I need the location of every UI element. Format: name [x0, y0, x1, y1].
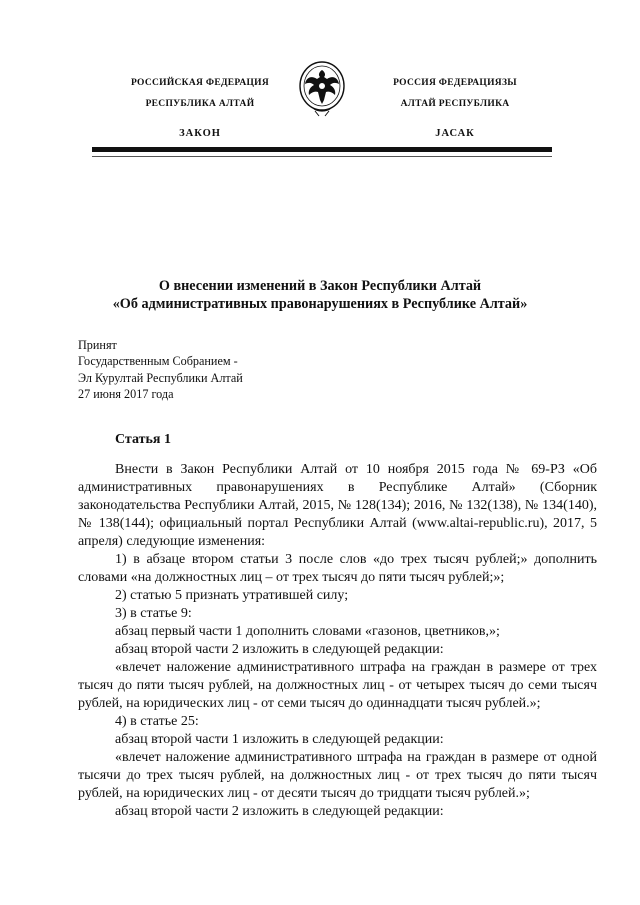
- header-right-law: JАСАК: [435, 128, 475, 139]
- paragraph-item-4-part-2: абзац второй части 2 изложить в следующей редакции:: [115, 804, 444, 819]
- article-heading: Статья 1: [115, 432, 171, 447]
- paragraph-intro: Внести в Закон Республики Алтай от 10 ноября 2015 года № 69-РЗ «Об административных правонарушениях в Республике Алтай» (Сборник законодательства Республики Алтай, 2015, № 128(134); 2016, № 132(138), № 134(140), № 138(144); официальный портал Республики Алтай (www.altai-republic.ru), 2017, 5 апреля) следующие изменения:: [78, 462, 597, 549]
- paragraph-item-3-part-2: абзац второй части 2 изложить в следующей редакции:: [115, 642, 444, 657]
- header-right-country: РОССИЯ ФЕДЕРАЦИЯЗЫ: [393, 78, 517, 88]
- article-body: [78, 461, 597, 821]
- adoption-line-2: Государственным Собранием -: [78, 354, 238, 369]
- adoption-date: 27 июня 2017 года: [78, 387, 174, 402]
- paragraph-item-1: 1) в абзаце втором статьи 3 после слов «до трех тысяч рублей;» дополнить словами «на должностных лиц – от трех тысяч до пяти тысяч рублей;»;: [78, 552, 597, 585]
- header-left-law: ЗАКОН: [179, 128, 221, 139]
- header-divider-thin: [92, 156, 552, 157]
- paragraph-item-3-part-1: абзац первый части 1 дополнить словами «газонов, цветников,»;: [115, 624, 500, 639]
- title-line-1: О внесении изменений в Закон Республики Алтай: [158, 278, 482, 294]
- header-left-republic: РЕСПУБЛИКА АЛТАЙ: [145, 99, 255, 109]
- adoption-line-1: Принят: [78, 338, 117, 352]
- paragraph-item-4-part-1: абзац второй части 1 изложить в следующей редакции:: [115, 732, 444, 747]
- paragraph-item-3: 3) в статье 9:: [115, 606, 192, 621]
- header-divider-thick: [92, 147, 552, 152]
- header-left: [100, 73, 300, 144]
- adoption-line-3: Эл Курултай Республики Алтай: [78, 370, 243, 385]
- paragraph-item-2: 2) статью 5 признать утратившей силу;: [115, 588, 349, 603]
- adoption-note: [78, 337, 243, 403]
- title-line-2: «Об административных правонарушениях в Республике Алтай»: [112, 296, 528, 312]
- header-left-country: РОССИЙСКАЯ ФЕДЕРАЦИЯ: [130, 78, 270, 88]
- header-right: [355, 73, 555, 144]
- document-title: [70, 277, 570, 313]
- paragraph-item-3-quote: «влечет наложение административного штрафа на граждан в размере от трех тысяч до пяти тысяч рублей, на должностных лиц - от четырех тысяч до семи тысяч рублей, на юридических лиц - от семи тысяч до одиннадцати тысяч рублей.»;: [78, 660, 597, 711]
- paragraph-item-4: 4) в статье 25:: [115, 714, 199, 729]
- header-right-republic: АЛТАЙ РЕСПУБЛИКА: [400, 99, 510, 109]
- coat-of-arms-icon: [297, 58, 347, 128]
- paragraph-item-4-quote: «влечет наложение административного штрафа на граждан в размере от одной тысячи до трех тысяч рублей, на должностных лиц - от трех тысяч до пяти тысяч рублей, на юридических лиц - от десяти тысяч до тридцати тысяч рублей.»;: [78, 750, 597, 801]
